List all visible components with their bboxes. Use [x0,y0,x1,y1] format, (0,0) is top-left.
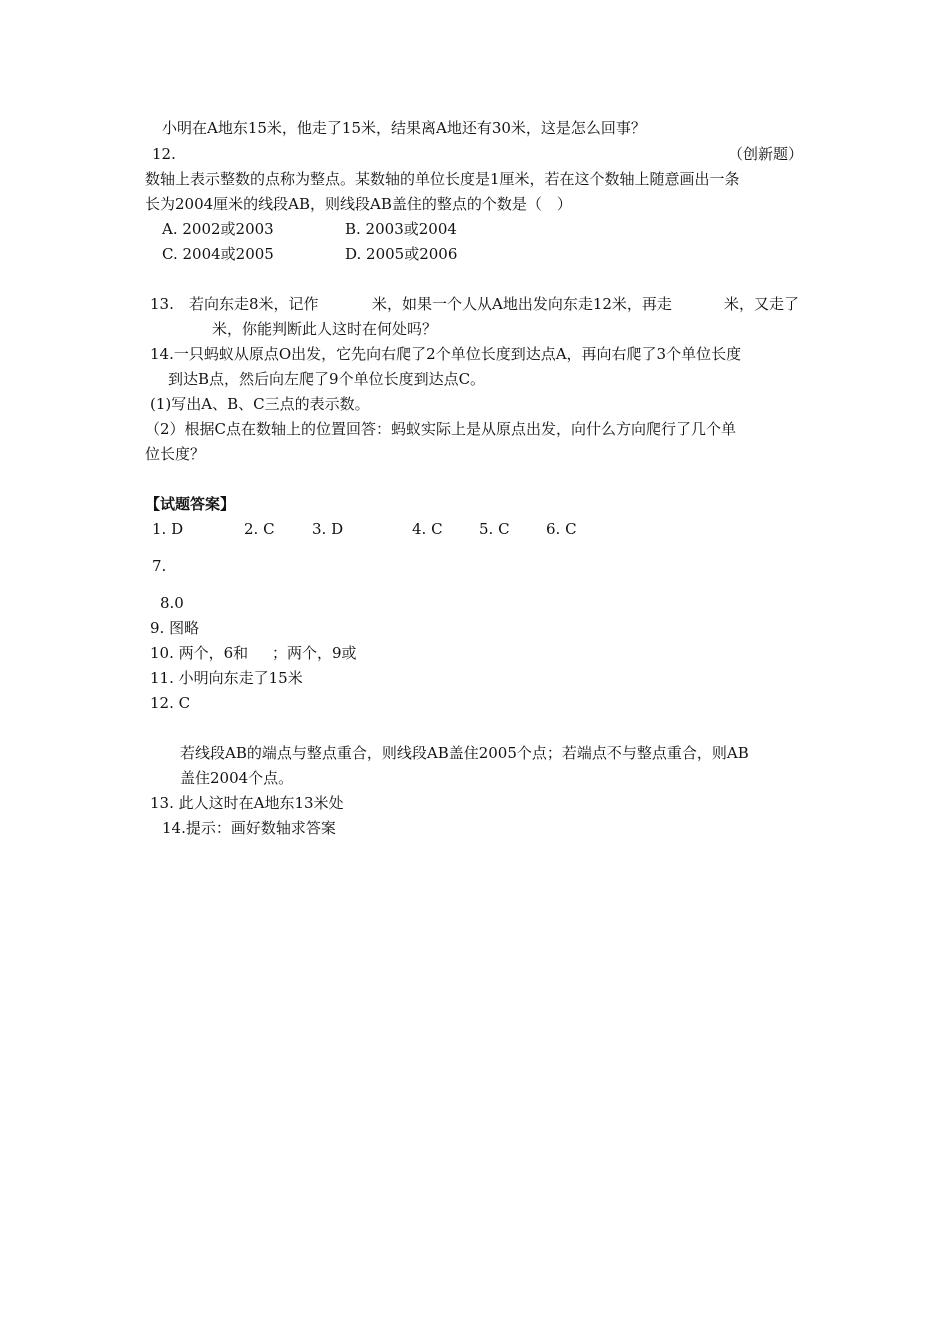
answer-2: 2. C [244,520,275,538]
answer-14: 14.提示：画好数轴求答案 [162,819,336,837]
problem-13-line-1c: 米，又走了 [724,295,800,313]
answer-4: 4. C [412,520,443,538]
problem-13-number: 13. [150,295,174,313]
problem-14-line-1: 14.一只蚂蚁从原点O出发，它先向右爬了2个单位长度到达点A，再向右爬了3个单位长度 [150,345,742,363]
answer-1: 1. D [152,520,184,538]
answer-12: 12. C [150,694,191,712]
option-a: A. 2002或2003 [162,220,274,238]
problem-14-part-1: (1)写出A、B、C三点的表示数。 [150,395,370,413]
problem-14-part-2-line-1: （2）根据C点在数轴上的位置回答：蚂蚁实际上是从原点出发，向什么方向爬行了几个单 [145,420,737,438]
problem-12-line-1: 数轴上表示整数的点称为整点。某数轴的单位长度是1厘米，若在这个数轴上随意画出一条 [145,170,740,188]
answer-13: 13. 此人这时在A地东13米处 [150,794,344,812]
answer-12-explanation-1: 若线段AB的端点与整点重合，则线段AB盖住2005个点；若端点不与整点重合，则AB [180,744,749,762]
answer-3: 3. D [312,520,344,538]
answer-11: 11. 小明向东走了15米 [150,669,303,687]
option-c: C. 2004或2005 [162,245,274,263]
problem-13-line-1a: 若向东走8米，记作 [189,295,319,313]
problem-13-line-2: 米，你能判断此人这时在何处吗？ [212,320,438,338]
answer-10b: ；两个，9或 [272,644,357,662]
answer-7: 7. [152,557,167,575]
answer-6: 6. C [546,520,577,538]
answer-12-explanation-2: 盖住2004个点。 [180,769,294,787]
answer-8: 8.0 [160,594,184,612]
option-d: D. 2005或2006 [345,245,458,263]
problem-14-line-2: 到达B点，然后向左爬了9个单位长度到达点C。 [168,370,486,388]
problem-11-text: 小明在A地东15米，他走了15米，结果离A地还有30米，这是怎么回事？ [162,119,646,137]
problem-12-line-2: 长为2004厘米的线段AB，则线段AB盖住的整点的个数是（ ） [145,195,572,213]
problem-12-tag: （创新题） [728,145,804,163]
answer-9: 9. 图略 [150,619,200,637]
answer-10a: 10. 两个，6和 [150,644,249,662]
problem-12-number: 12. [152,145,176,163]
answer-5: 5. C [479,520,510,538]
problem-14-part-2-line-2: 位长度？ [145,445,206,463]
answers-heading: 【试题答案】 [145,495,236,513]
option-b: B. 2003或2004 [345,220,457,238]
problem-13-line-1b: 米，如果一个人从A地出发向东走12米，再走 [372,295,672,313]
